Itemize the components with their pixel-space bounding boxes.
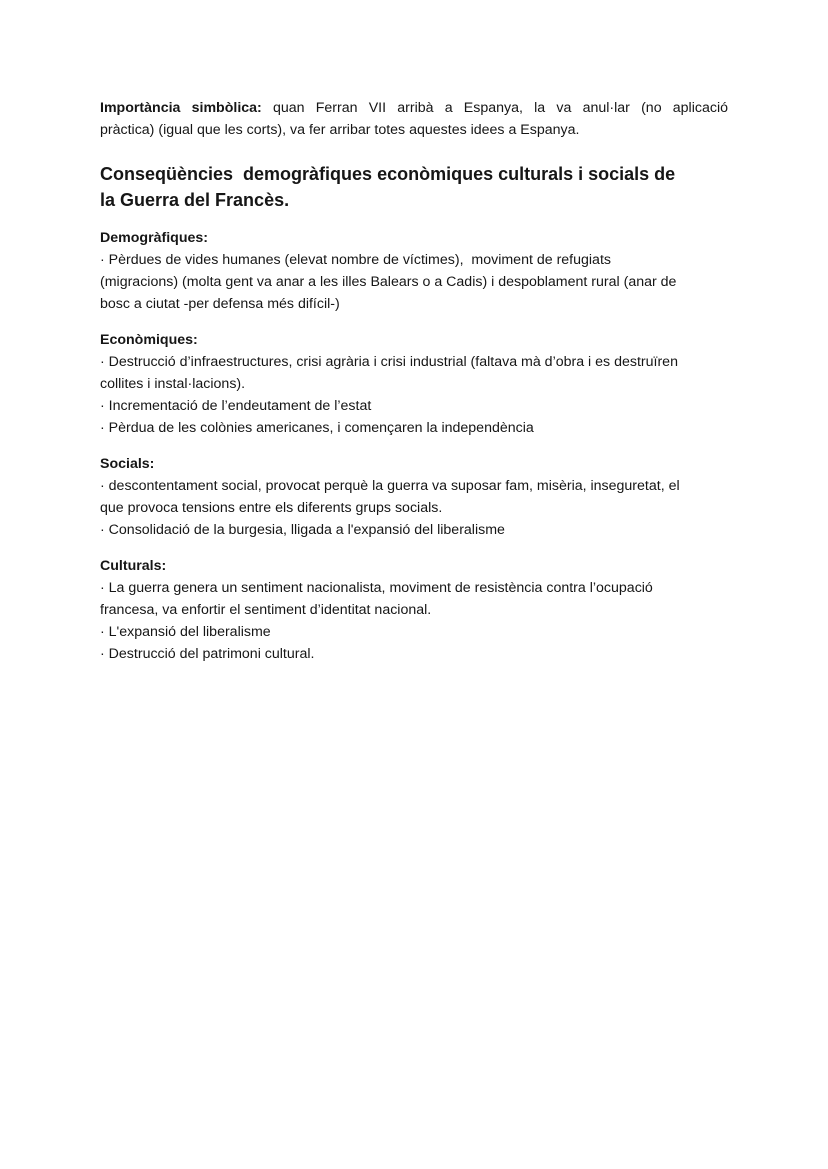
intro-line-1-rest: quan Ferran VII arribà a Espanya, la va anul·lar (no aplicació bbox=[261, 100, 728, 116]
document-heading bbox=[100, 161, 728, 213]
section-line: · La guerra genera un sentiment nacionalista, moviment de resistència contra l’ocupació bbox=[100, 580, 653, 596]
section-line: · Pèrdues de vides humanes (elevat nombre de víctimes), moviment de refugiats bbox=[100, 252, 611, 268]
section-line: (migracions) (molta gent va anar a les illes Balears o a Cadis) i despoblament rural (anar de bbox=[100, 274, 677, 290]
heading-line-1: Conseqüències demogràfiques econòmiques culturals i socials de bbox=[100, 164, 676, 184]
section-line: · L'expansió del liberalisme bbox=[100, 624, 271, 640]
section-title: Culturals: bbox=[100, 558, 167, 574]
section-line: · Destrucció d’infraestructures, crisi agrària i crisi industrial (faltava mà d’obra i es destruïren bbox=[100, 354, 678, 370]
section-line: que provoca tensions entre els diferents grups socials. bbox=[100, 500, 443, 516]
intro-lead-bold: Importància simbòlica: bbox=[100, 100, 262, 116]
section-title: Socials: bbox=[100, 456, 155, 472]
intro-line-1 bbox=[100, 97, 728, 119]
intro-paragraph bbox=[100, 97, 728, 141]
section-title: Econòmiques: bbox=[100, 332, 198, 348]
section-line: collites i instal·lacions). bbox=[100, 376, 246, 392]
section-title: Demogràfiques: bbox=[100, 230, 208, 246]
intro-line-2: pràctica) (igual que les corts), va fer arribar totes aquestes idees a Espanya. bbox=[100, 122, 580, 138]
section-line: bosc a ciutat -per defensa més difícil-) bbox=[100, 296, 340, 312]
section-socials bbox=[100, 453, 728, 541]
section-line: · Pèrdua de les colònies americanes, i començaren la independència bbox=[100, 420, 534, 436]
section-line: · Incrementació de l’endeutament de l’estat bbox=[100, 398, 372, 414]
section-demografiques bbox=[100, 227, 728, 315]
section-line: · Consolidació de la burgesia, lligada a l'expansió del liberalisme bbox=[100, 522, 505, 538]
section-line: · Destrucció del patrimoni cultural. bbox=[100, 646, 315, 662]
section-line: francesa, va enfortir el sentiment d’identitat nacional. bbox=[100, 602, 432, 618]
section-culturals bbox=[100, 555, 728, 665]
heading-line-2: la Guerra del Francès. bbox=[100, 190, 290, 210]
section-line: · descontentament social, provocat perquè la guerra va suposar fam, misèria, inseguretat, el bbox=[100, 478, 680, 494]
section-economiques bbox=[100, 329, 728, 439]
